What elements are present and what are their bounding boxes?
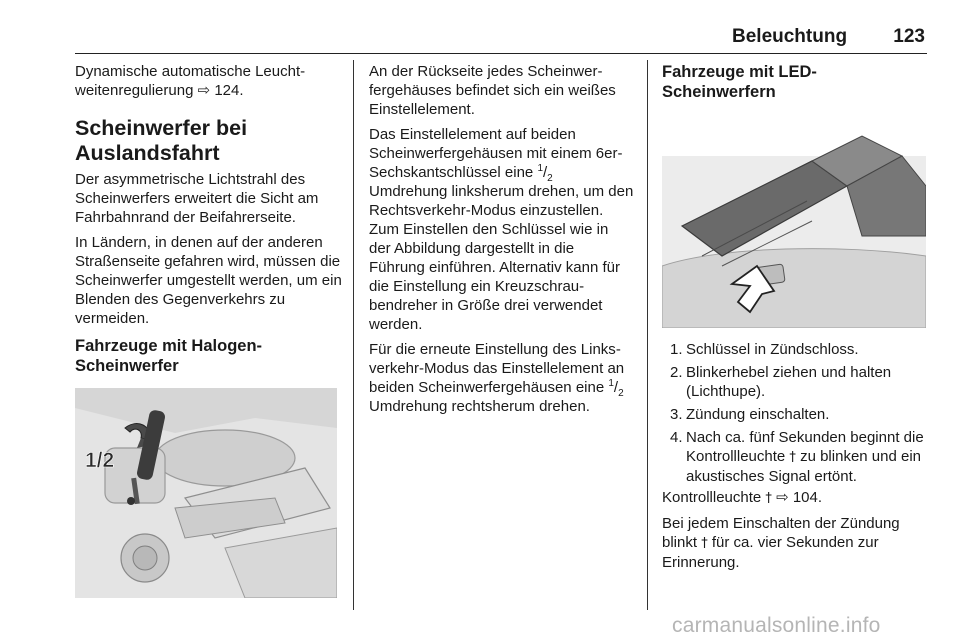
list-item-text: Zündung einschalten. [686,406,830,423]
watermark: carmanualsonline.info [672,614,881,637]
fraction-numerator: 1 [537,163,543,174]
paragraph-reminder-a: Bei jedem Einschalten der Zündung blinkt [662,515,900,551]
list-item-number: 4. [670,429,683,446]
column-1 [75,62,343,382]
column-2 [369,62,634,422]
fraction-denominator-2: 2 [618,388,624,399]
steps-list-wrapper [662,340,930,490]
list-item-text: Schlüssel in Zündschloss. [686,341,859,358]
section-heading: Scheinwerfer bei Auslandsfahrt [75,116,248,165]
list-item [662,428,930,486]
list-item [662,340,930,359]
column-3 [662,62,928,108]
chapter-title: Beleuchtung [732,26,848,47]
paragraph-asym: Der asymmetrische Lichtstrahl des Scheinwerfers erweitert die Sicht am Fahrbahnrand der Beifahrerseite. [75,171,319,226]
led-subheading: Fahrzeuge mit LED-Scheinwerfern [662,63,817,101]
paragraph-right-turn: Für die erneute Einstellung des Linksverkehr-Modus das Einstellelement an beiden Scheinwerfergehäusen eine $^1/_2$ Umdrehung rechtsherum drehen. [369,341,625,415]
list-item-number: 3. [670,406,683,423]
paragraph-right-turn-b: Umdrehung rechtsherum drehen. [369,398,590,415]
column-divider-1 [353,60,354,610]
paragraph-reminder [662,514,930,572]
list-item-number: 1. [670,341,683,358]
list-item [662,405,930,424]
page-reference-link[interactable]: ⇨ 104. [776,489,823,506]
paragraph-right-turn-a: Für die erneute Einstellung des Linksverkehr-Modus das Einstellelement an beiden Scheinwerfergehäusen eine [369,341,625,396]
indicator-reference [662,488,930,508]
indicator-lamp-icon-3: † [701,536,708,551]
column-divider-2 [647,60,648,610]
paragraph-left-turn-a: Das Einstellelement auf beiden Scheinwerfergehäusen mit einem 6er-Sechskantschlüssel eine [369,126,623,181]
paragraph-left-turn-b: Umdrehung linksherum drehen, um den Rechtsverkehr-Modus einzustellen. Zum Einstellen den Schlüssel wie in der Abbildung dargestellt in die Führung einführen. Alternativ kann für die Einstellung ein Kreuzschraubendreher in Größe drei verwendet werden. [369,183,634,333]
list-item-number: 2. [670,364,683,381]
stalk-figure [662,116,926,328]
intro-paragraph: Dynamische automatische Leuchtweitenregulierung ⇨ 124. [75,63,306,99]
list-item [662,363,930,401]
list-item-text: Nach ca. fünf Sekunden beginnt die Kontrollleuchte [686,429,924,465]
paragraph-reminder-b: für ca. vier Sekunden zur Erinnerung. [662,534,879,571]
steps-list [662,340,930,486]
after-list-text [662,488,930,578]
stalk-illustration [662,116,926,328]
fraction-numerator-2: 1 [608,378,614,389]
indicator-lamp-icon-2: † [765,491,772,506]
fraction-denominator: 2 [547,173,553,184]
halogen-illustration [75,388,337,598]
page-header [75,22,927,52]
page-number: 123 [893,26,925,47]
header-rule [75,53,927,55]
indicator-reference-label: Kontrollleuchte [662,489,762,506]
paragraph-rear-element: An der Rückseite jedes Scheinwerfergehäuses befindet sich ein weißes Einstellelement. [369,63,616,118]
list-item-text-b: zu blinken und ein akustisches Signal ertönt. [686,448,922,485]
figure-label-half-turn: 1/2 [85,449,115,472]
paragraph-left-turn: Das Einstellelement auf beiden Scheinwerfergehäusen mit einem 6er-Sechskantschlüssel eine $^1/_2$ Umdrehung linksherum drehen, um den Rechtsverkehr-Modus einzustellen. Zum Einstellen den Schlüssel wie in der Abbildung dargestellt in die Führung einführen. Alternativ kann für die Einstellung ein Kreuzschraubendreher in Größe drei verwendet werden. [369,126,634,333]
halogen-subheading: Fahrzeuge mit Halogen-Scheinwerfer [75,337,263,375]
halogen-adjustment-figure [75,388,337,598]
indicator-lamp-icon: † [789,450,796,465]
paragraph-countries: In Ländern, in denen auf der anderen Straßenseite gefahren wird, müssen die Scheinwerfer umgestellt werden, um ein Blenden des Gegenverkehrs zu vermeiden. [75,234,342,327]
list-item-text: Blinkerhebel ziehen und halten (Lichthupe). [686,364,892,400]
